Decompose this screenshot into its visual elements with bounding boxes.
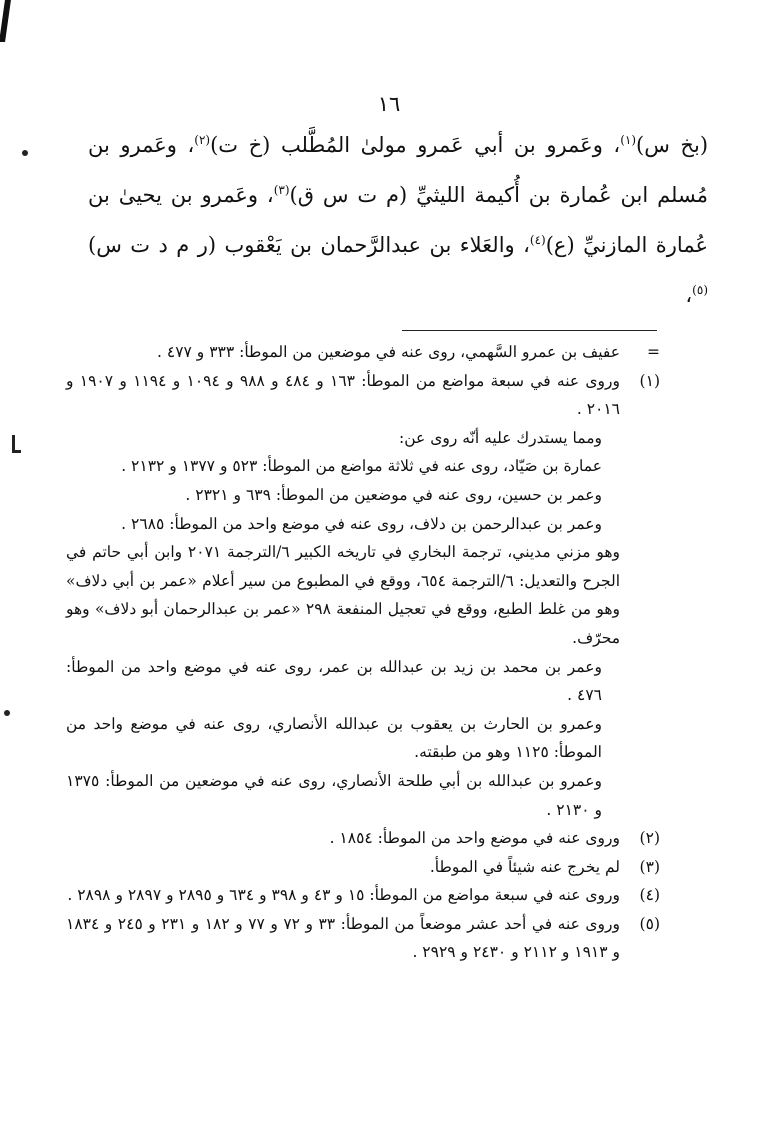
footnote-text: وروى عنه في سبعة مواضع من الموطأ: ١٦٣ و ٤٨٤ و ٩٨٨ و ١٠٩٤ و ١١٩٤ و ١٩٠٧ و ٢٠١٦ . [66, 371, 620, 419]
footnote-mark: = [647, 343, 660, 361]
footnotes [66, 338, 660, 967]
footnote-ref: (٤) [529, 233, 546, 247]
footnote-1 [66, 367, 660, 424]
footnote-text: وروى عنه في سبعة مواضع من الموطأ: ١٥ و ٤٣ و ٣٩٨ و ٦٣٤ و ٢٨٩٥ و ٢٨٩٧ و ٢٨٩٨ . [67, 886, 620, 905]
footnote-mark: (٣) [639, 857, 660, 876]
scan-dot [22, 150, 28, 156]
footnote-mark: (٢) [639, 829, 660, 848]
footnote-text: لم يخرج عنه شيئاً في الموطأ. [429, 857, 620, 876]
footnote-1-intro: ومما يستدرك عليه أنّه روى عن: [399, 428, 602, 447]
footnote-separator [402, 330, 657, 331]
footnote-5 [66, 910, 660, 967]
footnote-text: وروى عنه في موضع واحد من الموطأ: ١٨٥٤ . [329, 829, 620, 848]
footnote-1-item: وعمر بن حسين، روى عنه في موضعين من الموطأ: ٦٣٩ و ٢٣٢١ . [185, 485, 602, 504]
footnote-1-item: وعمر بن محمد بن زيد بن عبدالله بن عمر، روى عنه في موضع واحد من الموطأ: ٤٧٦ . [66, 657, 602, 705]
footnote-ref: (٢) [194, 133, 211, 147]
footnote-continuation [66, 338, 660, 367]
footnote-1-item: وعمرو بن عبدالله بن أبي طلحة الأنصاري، روى عنه في موضعين من الموطأ: ١٣٧٥ و ٢١٣٠ . [66, 771, 602, 819]
main-text [88, 120, 708, 320]
main-paragraph: (بخ س)$^{(١)}$، وعَمرو بن أبي عَمرو مولىٰ المُطَّلب (خ ت)$^{(٢)}$، وعَمرو بن مُسلم ابن عُمارة بن أُكيمة الليثيِّ (م ت س ق)$^{(٣)}$، وعَمرو بن يحيىٰ بن عُمارة المازنيِّ (ع)$^{(٤)}$، والعَلاء بن عبدالرَّحمان بن يَعْقوب (ر م د ت س)$^{(٥)}$، [88, 133, 709, 307]
footnote-ref: (٥) [692, 283, 708, 297]
page-number: ١٦ [377, 92, 401, 116]
footnote-2 [66, 824, 660, 853]
footnote-text: عفيف بن عمرو السَّهمي، روى عنه في موضعين من الموطأ: ٣٣٣ و ٤٧٧ . [157, 343, 620, 361]
footnote-mark: (١) [639, 371, 660, 390]
footnote-1-item: عمارة بن صَيّاد، روى عنه في ثلاثة مواضع من الموطأ: ٥٢٣ و ١٣٧٧ و ٢١٣٢ . [121, 457, 602, 476]
footnote-mark: (٥) [639, 914, 660, 933]
footnote-1-item: وعمر بن عبدالرحمن بن دلاف، روى عنه في موضع واحد من الموطأ: ٢٦٨٥ . [121, 514, 602, 533]
footnote-text: وروى عنه في أحد عشر موضعاً من الموطأ: ٣٣ و ٧٢ و ٧٧ و ١٨٢ و ٢٣١ و ٢٤٥ و ١٨٣٤ و ١٩١٣ و ٢١١٢ و ٢٤٣٠ و ٢٩٢٩ . [66, 914, 620, 962]
footnote-ref: (١) [620, 133, 637, 147]
scan-corner-mark [12, 435, 15, 453]
footnote-mark: (٤) [639, 886, 660, 905]
footnote-ref: (٣) [273, 183, 290, 197]
footnote-4 [66, 881, 660, 910]
scan-edge-mark [0, 0, 11, 42]
footnote-1-item: وعمرو بن الحارث بن يعقوب بن عبدالله الأنصاري، روى عنه في موضع واحد من الموطأ: ١١٢٥ وهو من طبقته. [66, 714, 602, 762]
scan-dot [4, 710, 10, 716]
footnote-3 [66, 853, 660, 882]
footnote-1-note: وهو مزني مديني، ترجمة البخاري في تاريخه الكبير ٦/الترجمة ٢٠٧١ وابن أبي حاتم في الجرح والتعديل: ٦/الترجمة ٦٥٤، ووقع في المطبوع من سير أعلام «عمر بن أبي دلاف» وهو من غلط الطبع، ووقع في تعجيل المنفعة ٢٩٨ «عمر بن عبدالرحمان أبو دلاف» وهو محرّف. [66, 543, 621, 647]
